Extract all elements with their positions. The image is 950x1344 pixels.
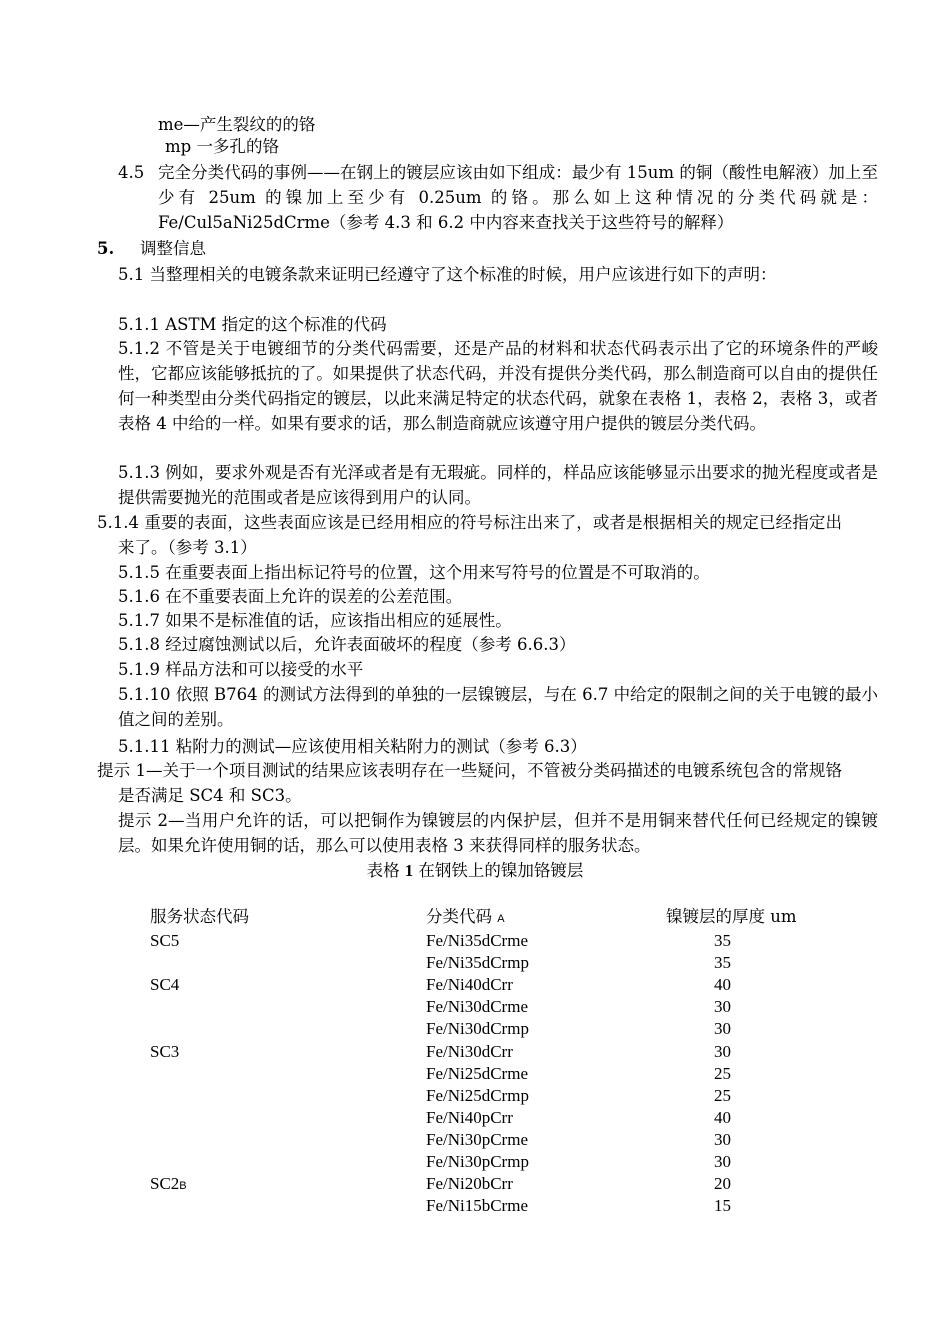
service-code-cell: [150, 930, 179, 952]
thickness-cell: 20: [714, 1174, 731, 1194]
service-code-value: SC4: [150, 975, 180, 995]
table-row: [0, 1018, 950, 1040]
mp-definition: mp 一多孔的铬: [165, 137, 279, 156]
classification-code-cell: Fe/Ni40pCrr: [426, 1107, 513, 1127]
classification-code-cell: Fe/Ni30pCrme: [426, 1129, 528, 1149]
table-row: [0, 930, 950, 952]
paragraph-5-1: 5.1 当整理相关的电镀条款来证明已经遵守了这个标准的时候，用户应该进行如下的声明：: [118, 265, 777, 284]
section-5-number: 5.: [97, 239, 115, 258]
classification-code-cell: Fe/Ni30dCrr: [426, 1041, 513, 1061]
table-row: [0, 1085, 950, 1107]
paragraph-5-1-4-text: 5.1.4 重要的表面，这些表面应该是已经用相应的符号标注出来了，或者是根据相关的规定已经指定出来了。（参考 3.1）: [97, 513, 842, 557]
table-title-number: 1: [404, 861, 414, 880]
paragraph-5-1-10: 5.1.10 依照 B764 的测试方法得到的单独的一层镍镀层，与在 6.7 中给定的限制之间的关于电镀的最小值之间的差别。: [118, 685, 878, 729]
paragraph-5-1-3: 5.1.3 例如，要求外观是否有光泽或者是有无瑕疵。同样的，样品应该能够显示出要求的抛光程度或者是提供需要抛光的范围或者是应该得到用户的认同。: [118, 463, 878, 507]
table-row: [0, 996, 950, 1018]
table-header-classification-footnote: A: [497, 913, 505, 925]
table-row: [0, 1041, 950, 1063]
table-header-nickel-thickness: 镍镀层的厚度 um: [666, 907, 797, 926]
table-title: [0, 860, 950, 882]
classification-code-cell: Fe/Ni30dCrme: [426, 997, 528, 1017]
service-code-cell: [150, 1041, 179, 1063]
thickness-cell: 40: [714, 1107, 731, 1127]
paragraph-5-1-5: 5.1.5 在重要表面上指出标记符号的位置，这个用来写符号的位置是不可取消的。: [118, 563, 710, 582]
classification-code-cell: Fe/Ni25dCrmp: [426, 1085, 529, 1105]
table-row: [0, 952, 950, 974]
service-code-value: SC2: [150, 1174, 180, 1194]
note-1-text: 提示 1—关于一个项目测试的结果应该表明存在一些疑问，不管被分类码描述的电镀系统包含的常规铬是否满足 SC4 和 SC3。: [97, 761, 842, 805]
paragraph-5-1-9: 5.1.9 样品方法和可以接受的水平: [118, 660, 364, 679]
table-row: [0, 1151, 950, 1173]
table-header-classification-label: 分类代码: [426, 907, 492, 926]
service-code-cell: [150, 974, 179, 996]
thickness-cell: 30: [714, 997, 731, 1017]
table-row: [0, 1173, 950, 1195]
section-5-title: 调整信息: [140, 239, 206, 258]
thickness-cell: 25: [714, 1063, 731, 1083]
thickness-cell: 25: [714, 1085, 731, 1105]
table-header-service-code: 服务状态代码: [150, 907, 249, 926]
service-code-cell: [150, 1173, 187, 1197]
classification-code-cell: Fe/Ni25dCrme: [426, 1063, 528, 1083]
classification-code-cell: Fe/Ni35dCrmp: [426, 953, 529, 973]
table-row: [0, 974, 950, 996]
paragraph-5-1-4: [97, 510, 842, 560]
paragraph-5-1-11: 5.1.11 粘附力的测试—应该使用相关粘附力的测试（参考 6.3）: [118, 737, 587, 756]
thickness-cell: 40: [714, 975, 731, 995]
me-definition: me—产生裂纹的的铬: [158, 115, 316, 134]
note-2: 提示 2—当用户允许的话，可以把铜作为镍镀层的内保护层，但并不是用铜来替代任何已经规定的镍镀层。如果允许使用铜的话，那么可以使用表格 3 来获得同样的服务状态。: [118, 811, 878, 855]
service-code-value: SC3: [150, 1041, 180, 1061]
table-row: [0, 1063, 950, 1085]
paragraph-5-1-6: 5.1.6 在不重要表面上允许的误差的公差范围。: [118, 587, 463, 606]
paragraph-5-1-1: 5.1.1 ASTM 指定的这个标准的代码: [118, 315, 387, 334]
table-row: [0, 1129, 950, 1151]
thickness-cell: 35: [714, 931, 731, 950]
classification-code-cell: Fe/Ni35dCrme: [426, 931, 528, 950]
thickness-cell: 30: [714, 1041, 731, 1061]
section-4-5-number: 4.5: [118, 163, 145, 182]
table-header-classification-code: [426, 906, 505, 930]
table-title-suffix: 在钢铁上的镍加铬镀层: [413, 861, 584, 880]
paragraph-5-1-2: 5.1.2 不管是关于电镀细节的分类代码需要，还是产品的材料和状态代码表示出了它的环境条件的严峻性，它都应该能够抵抗的了。如果提供了状态代码，并没有提供分类代码，那么制造商可以自由的提供任何一种类型由分类代码指定的镀层，以此来满足特定的状态代码，就象在表格 1，表格 2，表格 3，或者表格 4 中给的一样。如果有要求的话，那么制造商就应该遵守用户提供的镀层分类代码。: [118, 339, 878, 433]
thickness-cell: 30: [714, 1019, 731, 1039]
service-code-footnote: B: [179, 1180, 187, 1193]
classification-code-cell: Fe/Ni20bCrr: [426, 1174, 513, 1194]
table-row: [0, 1195, 950, 1217]
thickness-cell: 15: [714, 1196, 731, 1216]
thickness-cell: 30: [714, 1129, 731, 1149]
paragraph-5-1-7: 5.1.7 如果不是标准值的话，应该指出相应的延展性。: [118, 611, 512, 630]
classification-code-cell: Fe/Ni15bCrme: [426, 1196, 528, 1216]
paragraph-5-1-8: 5.1.8 经过腐蚀测试以后，允许表面破坏的程度（参考 6.6.3）: [118, 635, 576, 654]
table-row: [0, 1107, 950, 1129]
thickness-cell: 30: [714, 1152, 731, 1171]
note-1: [97, 758, 842, 808]
section-4-5-text: 完全分类代码的事例——在钢上的镀层应该由如下组成：最少有 15um 的铜（酸性电解液）加上至少有 25um 的镍加上至少有 0.25um 的铬。那么如上这种情况的分类代码就是：Fe/Cul5aNi25dCrme（参考 4.3 和 6.2 中内容来查找关于这些符号的解释）: [158, 163, 878, 232]
thickness-cell: 35: [714, 953, 731, 973]
classification-code-cell: Fe/Ni30pCrmp: [426, 1152, 529, 1171]
table-title-prefix: 表格: [366, 861, 405, 880]
classification-code-cell: Fe/Ni40dCrr: [426, 975, 513, 995]
classification-code-cell: Fe/Ni30dCrmp: [426, 1019, 529, 1039]
service-code-value: SC5: [150, 931, 180, 950]
